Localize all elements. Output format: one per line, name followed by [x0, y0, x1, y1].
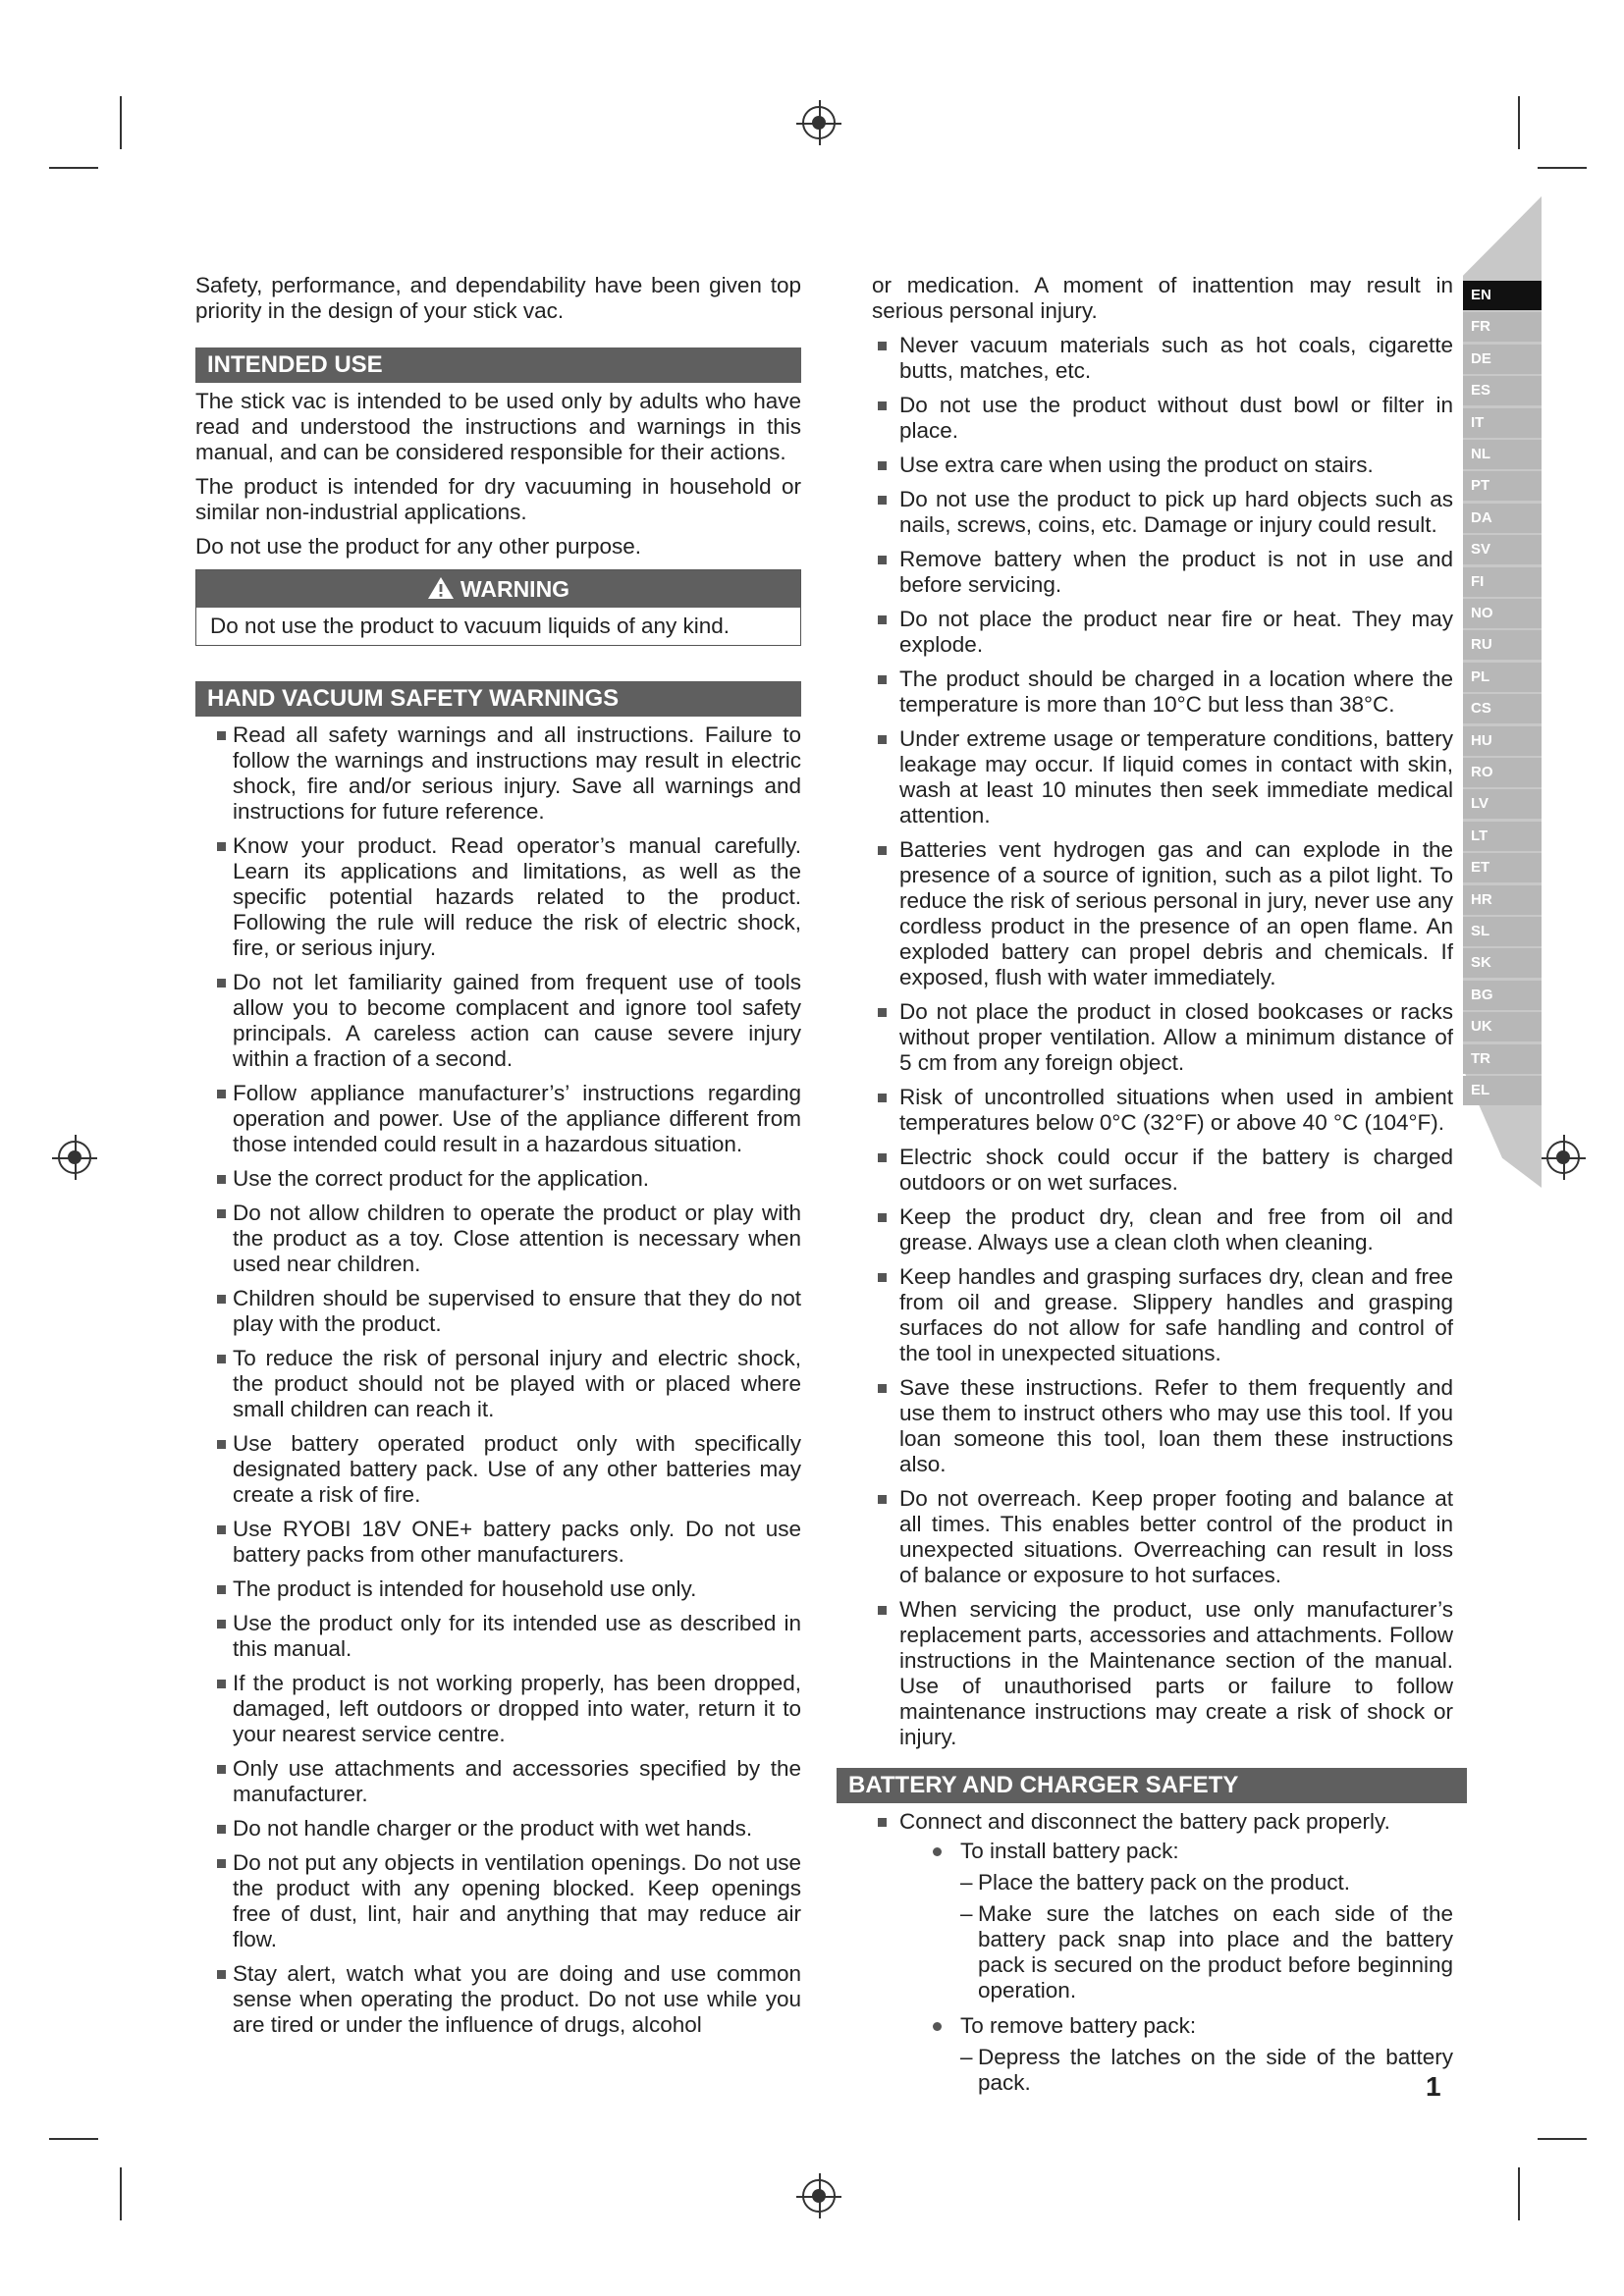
registration-mark-icon: [802, 2179, 836, 2213]
bullet-icon: [878, 1153, 887, 1162]
crop-mark: [1538, 167, 1587, 169]
list-item: [195, 833, 801, 961]
list-item: [872, 487, 1453, 538]
list-item: [872, 1204, 1453, 1255]
list-item-text: Do not place the product near fire or heat. They may explode.: [899, 607, 1453, 657]
continuation-text: or medication. A moment of inattention may result in serious personal injury.: [872, 273, 1453, 323]
language-tab-et: ET: [1463, 853, 1542, 882]
dash-bullet: –: [960, 1901, 973, 1926]
step-text: Make sure the latches on each side of the battery pack snap into place and the battery pack is secured on the product before beginning operation.: [978, 1901, 1453, 2002]
bullet-icon: [878, 461, 887, 470]
list-item-text: Use battery operated product only with specifically designated battery pack. Use of any other batteries may create a risk of fire.: [233, 1431, 801, 1507]
bullet-icon: [217, 1090, 226, 1098]
bullet-icon: [217, 1680, 226, 1688]
right-column: [848, 273, 1453, 2105]
language-tab-fr: FR: [1463, 312, 1542, 342]
bullet-icon: [878, 342, 887, 350]
crop-mark: [120, 2167, 122, 2220]
language-tab-hr: HR: [1463, 885, 1542, 915]
list-item-text: Do not put any objects in ventilation openings. Do not use the product with any opening blocked. Keep openings free of dust, lint, hair and anything that may reduce air flow.: [233, 1850, 801, 1951]
step-text: Depress the latches on the side of the battery pack.: [978, 2045, 1453, 2095]
battery-list: [872, 1809, 1453, 2096]
warning-box: [195, 569, 801, 646]
list-item-text: Use extra care when using the product on stairs.: [899, 453, 1374, 477]
bullet-icon: [217, 842, 226, 851]
language-tab-lt: LT: [1463, 822, 1542, 851]
list-item-text: Under extreme usage or temperature conditions, battery leakage may occur. If liquid comes in contact with skin, wash at least 10 minutes then seek immediate medical attention.: [899, 726, 1453, 828]
language-tab-uk: UK: [1463, 1012, 1542, 1041]
bullet-icon: [878, 1273, 887, 1282]
crop-mark: [120, 96, 122, 149]
warning-title: WARNING: [460, 576, 570, 602]
crop-mark: [1518, 2167, 1520, 2220]
list-item-text: Read all safety warnings and all instructions. Failure to follow the warnings and instructions may result in electric shock, fire and/or serious injury. Save all warnings and instructions for future reference.: [233, 722, 801, 824]
language-tab-de: DE: [1463, 345, 1542, 374]
bullet-icon: [878, 1384, 887, 1393]
list-item: [872, 1809, 1453, 2096]
list-item-text: Use the correct product for the application.: [233, 1166, 649, 1191]
language-tab-ru: RU: [1463, 630, 1542, 660]
language-tab-cs: CS: [1463, 694, 1542, 723]
round-bullet-icon: [933, 1847, 942, 1856]
language-tab-sl: SL: [1463, 917, 1542, 946]
dash-bullet: –: [960, 1870, 973, 1895]
bullet-icon: [878, 675, 887, 684]
remove-step: [899, 2045, 1453, 2096]
bullet-icon: [878, 556, 887, 564]
list-item-text: Do not place the product in closed bookcases or racks without proper ventilation. Allow a minimum distance of 5 cm from any foreign object.: [899, 999, 1453, 1075]
language-tab-sk: SK: [1463, 948, 1542, 978]
bullet-icon: [878, 1495, 887, 1504]
list-item: [195, 1671, 801, 1747]
list-item: [872, 1085, 1453, 1136]
language-tab-bg: BG: [1463, 981, 1542, 1010]
bullet-icon: [878, 1094, 887, 1102]
language-tab-en: EN: [1463, 281, 1542, 310]
bullet-icon: [217, 1440, 226, 1449]
list-item: [872, 1597, 1453, 1750]
list-item: [195, 1961, 801, 2038]
intended-use-paragraph: The stick vac is intended to be used only by adults who have read and understood the instructions and warnings in this manual, and can be considered responsible for their actions.: [195, 389, 801, 464]
language-tab-lv: LV: [1463, 789, 1542, 819]
list-item-text: Remove battery when the product is not in use and before servicing.: [899, 547, 1453, 597]
remove-subsection: [899, 2013, 1453, 2039]
remove-label: To remove battery pack:: [960, 2013, 1197, 2038]
list-item: [872, 453, 1453, 478]
language-tab-nl: NL: [1463, 440, 1542, 469]
language-tab-el: EL: [1463, 1076, 1542, 1105]
list-item: [872, 1264, 1453, 1366]
list-item-text: Stay alert, watch what you are doing and use common sense when operating the product. Do not use while you are tired or under the influence of drugs, alcohol: [233, 1961, 801, 2037]
list-item: [195, 1517, 801, 1568]
step-text: Place the battery pack on the product.: [978, 1870, 1350, 1895]
bullet-icon: [217, 1525, 226, 1534]
list-item-text: Do not use the product without dust bowl or filter in place.: [899, 393, 1453, 443]
install-step: [899, 1870, 1453, 1896]
intro-text: Safety, performance, and dependability have been given top priority in the design of your stick vac.: [195, 273, 801, 323]
list-item-text: Connect and disconnect the battery pack properly.: [899, 1809, 1390, 1834]
list-item: [195, 970, 801, 1072]
list-item: [872, 999, 1453, 1076]
list-item: [195, 1081, 801, 1157]
bullet-icon: [217, 979, 226, 988]
list-item: [195, 1850, 801, 1952]
crop-mark: [1518, 96, 1520, 149]
bullet-icon: [217, 1765, 226, 1774]
bullet-icon: [217, 1585, 226, 1594]
safety-warnings-list-continued: [872, 333, 1453, 1750]
list-item: [195, 1346, 801, 1422]
language-tab-hu: HU: [1463, 726, 1542, 756]
language-tab-pl: PL: [1463, 663, 1542, 692]
list-item: [195, 1201, 801, 1277]
list-item: [872, 667, 1453, 718]
list-item: [872, 726, 1453, 828]
list-item-text: Risk of uncontrolled situations when used in ambient temperatures below 0°C (32°F) or above 40 °C (104°F).: [899, 1085, 1453, 1135]
list-item: [195, 1576, 801, 1602]
intended-use-heading: INTENDED USE: [195, 347, 801, 383]
bullet-icon: [217, 1970, 226, 1979]
warning-text: Do not use the product to vacuum liquids of any kind.: [210, 614, 731, 638]
list-item-text: Save these instructions. Refer to them frequently and use them to instruct others who may use this tool. If you loan someone this tool, loan them these instructions also.: [899, 1375, 1453, 1476]
list-item: [195, 1611, 801, 1662]
bullet-icon: [878, 846, 887, 855]
list-item: [872, 333, 1453, 384]
bullet-icon: [878, 496, 887, 505]
language-tabs: [1463, 196, 1542, 1188]
list-item-text: Electric shock could occur if the battery is charged outdoors or on wet surfaces.: [899, 1145, 1453, 1195]
language-tab-fi: FI: [1463, 567, 1542, 597]
dash-bullet: –: [960, 2045, 973, 2069]
list-item: [195, 722, 801, 825]
warning-header: [196, 570, 800, 608]
list-item-text: Do not use the product to pick up hard objects such as nails, screws, coins, etc. Damage or injury could result.: [899, 487, 1453, 537]
bullet-icon: [217, 1175, 226, 1184]
list-item: [872, 1145, 1453, 1196]
list-item-text: Do not handle charger or the product with wet hands.: [233, 1816, 753, 1841]
bullet-icon: [217, 1859, 226, 1868]
list-item: [195, 1756, 801, 1807]
registration-mark-icon: [58, 1141, 91, 1174]
list-item: [872, 1486, 1453, 1588]
bullet-icon: [217, 1209, 226, 1218]
list-item-text: Use the product only for its intended use as described in this manual.: [233, 1611, 801, 1661]
list-item-text: Never vacuum materials such as hot coals, cigarette butts, matches, etc.: [899, 333, 1453, 383]
list-item-text: Do not let familiarity gained from frequent use of tools allow you to become complacent and ignore tool safety principals. A careless action can cause severe injury within a fraction of a second.: [233, 970, 801, 1071]
install-subsection: [899, 1839, 1453, 1864]
list-item-text: Batteries vent hydrogen gas and can explode in the presence of a source of ignition, such as a pilot light. To reduce the risk of serious personal in jury, never use any cordless product in the presence of an open flame. An exploded battery can propel debris and chemicals. If exposed, flush with water immediately.: [899, 837, 1453, 989]
list-item-text: Children should be supervised to ensure that they do not play with the product.: [233, 1286, 801, 1336]
intended-use-paragraph: The product is intended for dry vacuuming in household or similar non-industrial applications.: [195, 474, 801, 524]
list-item-text: Follow appliance manufacturer’s’ instructions regarding operation and power. Use of the appliance different from those intended could result in a hazardous situation.: [233, 1081, 801, 1156]
install-step: [899, 1901, 1453, 2003]
bullet-icon: [217, 1825, 226, 1834]
bullet-icon: [878, 1606, 887, 1615]
bullet-icon: [878, 1818, 887, 1827]
list-item: [872, 547, 1453, 598]
bullet-icon: [217, 1295, 226, 1304]
bullet-icon: [878, 615, 887, 624]
hand-vacuum-heading: HAND VACUUM SAFETY WARNINGS: [195, 681, 801, 717]
registration-mark-icon: [1546, 1141, 1580, 1174]
language-tab-it: IT: [1463, 408, 1542, 438]
crop-mark: [49, 2138, 98, 2140]
bullet-icon: [217, 731, 226, 740]
hand-vacuum-warnings-list: [195, 722, 801, 2038]
list-item-text: To reduce the risk of personal injury and electric shock, the product should not be played with or placed where small children can reach it.: [233, 1346, 801, 1421]
round-bullet-icon: [933, 2022, 942, 2031]
bullet-icon: [878, 401, 887, 410]
language-tab-sv: SV: [1463, 535, 1542, 564]
bullet-icon: [878, 1213, 887, 1222]
language-tab-tr: TR: [1463, 1044, 1542, 1074]
list-item: [872, 837, 1453, 990]
language-tab-da: DA: [1463, 504, 1542, 533]
list-item-text: The product is intended for household use only.: [233, 1576, 697, 1601]
list-item: [195, 1166, 801, 1192]
list-item: [872, 607, 1453, 658]
list-item: [872, 1375, 1453, 1477]
warning-triangle-icon: [427, 573, 455, 611]
intended-use-paragraph: Do not use the product for any other purpose.: [195, 534, 642, 559]
list-item-text: When servicing the product, use only manufacturer’s replacement parts, accessories and attachments. Follow instructions in the Maintenance section of the manual. Use of unauthorised parts or failure to follow maintenance instructions may create a risk of shock or injury.: [899, 1597, 1453, 1749]
list-item-text: The product should be charged in a location where the temperature is more than 10°C but less than 38°C.: [899, 667, 1453, 717]
language-tab-no: NO: [1463, 599, 1542, 628]
list-item: [195, 1431, 801, 1508]
list-item-text: If the product is not working properly, has been dropped, damaged, left outdoors or dropped into water, return it to your nearest service centre.: [233, 1671, 801, 1746]
bullet-icon: [878, 1008, 887, 1017]
install-label: To install battery pack:: [960, 1839, 1179, 1863]
bullet-icon: [878, 735, 887, 744]
language-tab-pt: PT: [1463, 471, 1542, 501]
crop-mark: [49, 167, 98, 169]
bullet-icon: [217, 1620, 226, 1629]
list-item-text: Know your product. Read operator’s manual carefully. Learn its applications and limitations, as well as the specific potential hazards related to the product. Following the rule will reduce the risk of electric shock, fire, or serious injury.: [233, 833, 801, 960]
page-number: 1: [1426, 2071, 1441, 2102]
left-column: [195, 273, 801, 2047]
battery-charger-heading: BATTERY AND CHARGER SAFETY: [837, 1768, 1467, 1803]
registration-mark-icon: [802, 106, 836, 139]
language-tab-es: ES: [1463, 376, 1542, 405]
bullet-icon: [217, 1355, 226, 1363]
list-item: [872, 393, 1453, 444]
list-item-text: Only use attachments and accessories specified by the manufacturer.: [233, 1756, 801, 1806]
list-item: [195, 1286, 801, 1337]
list-item-text: Keep the product dry, clean and free from oil and grease. Always use a clean cloth when cleaning.: [899, 1204, 1453, 1255]
list-item-text: Keep handles and grasping surfaces dry, clean and free from oil and grease. Slippery handles and grasping surfaces do not allow for safe handling and control of the tool in unexpected situations.: [899, 1264, 1453, 1365]
list-item-text: Use RYOBI 18V ONE+ battery packs only. Do not use battery packs from other manufacturers.: [233, 1517, 801, 1567]
language-tab-ro: RO: [1463, 758, 1542, 787]
list-item-text: Do not allow children to operate the product or play with the product as a toy. Close attention is necessary when used near children.: [233, 1201, 801, 1276]
list-item-text: Do not overreach. Keep proper footing and balance at all times. This enables better control of the product in unexpected situations. Overreaching can result in loss of balance or exposure to hot surfaces.: [899, 1486, 1453, 1587]
list-item: [195, 1816, 801, 1842]
crop-mark: [1538, 2138, 1587, 2140]
